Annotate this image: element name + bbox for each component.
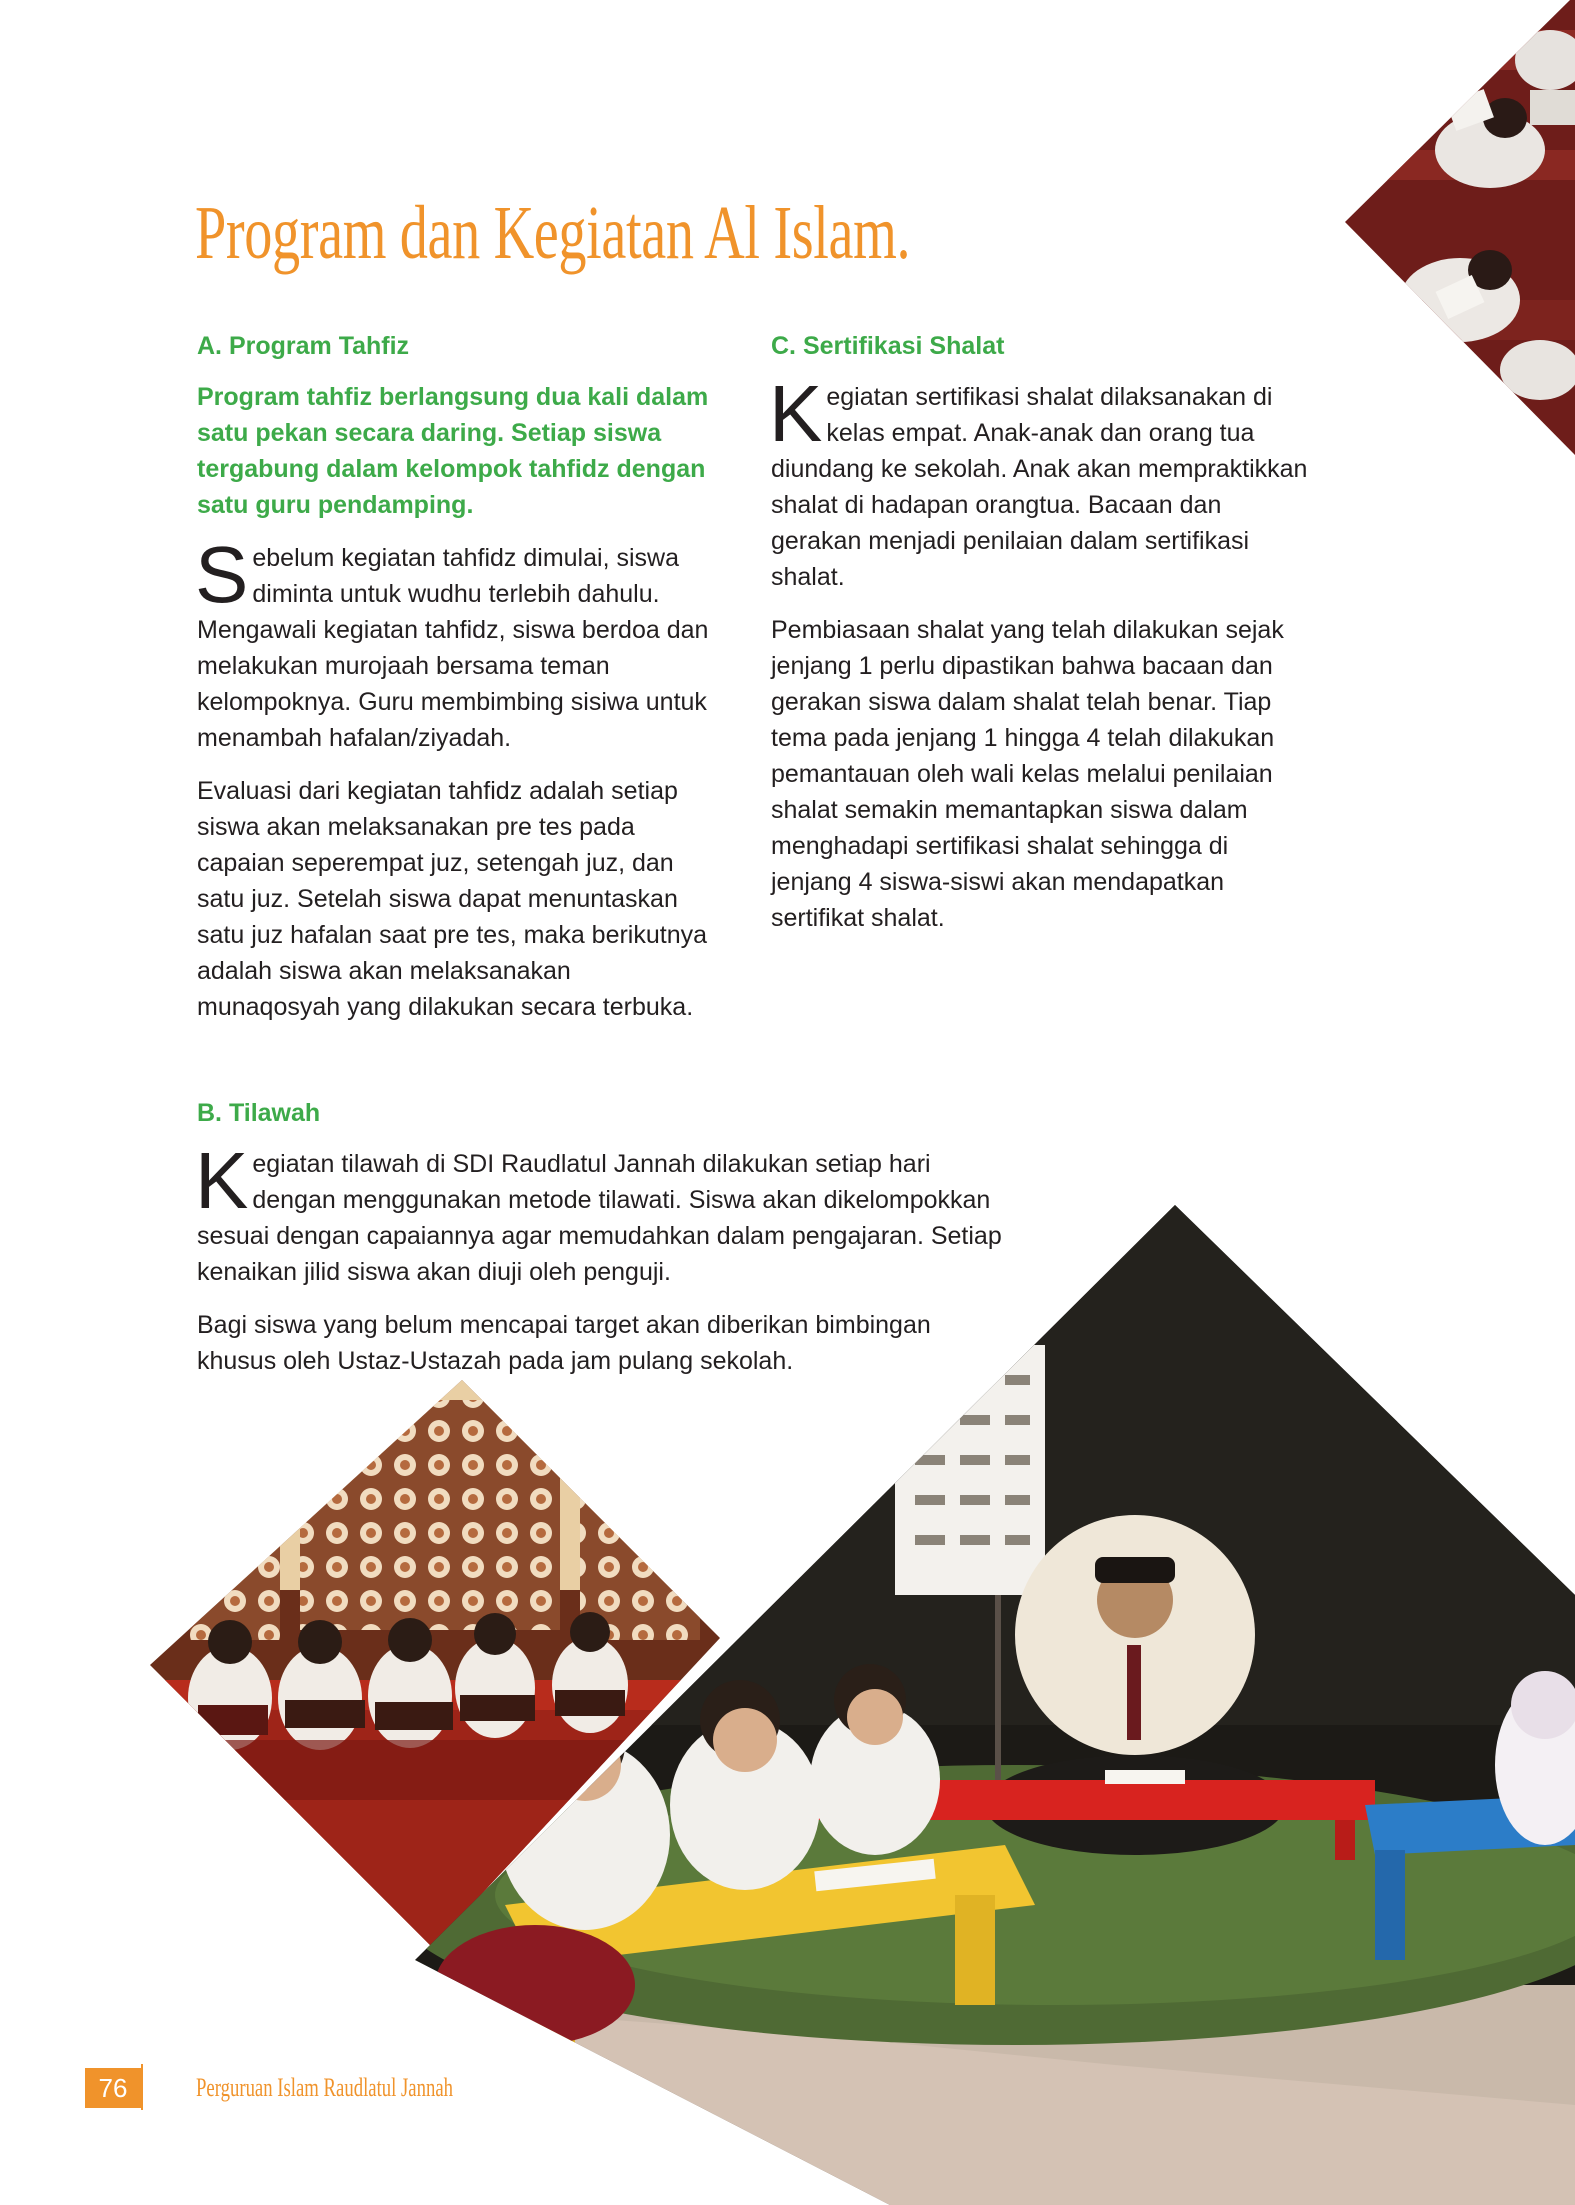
dropcap: S <box>195 530 249 619</box>
section-a-lead: Program tahfiz berlangsung dua kali dalam satu pekan secara daring. Setiap siswa tergabung dalam kelompok tahfidz dengan satu guru pendamping. <box>197 383 709 519</box>
dropcap: K <box>195 1136 249 1225</box>
section-tilawah <box>197 1095 1007 1396</box>
page-title: Program dan Kegiatan Al Islam. <box>195 191 911 275</box>
dropcap: K <box>769 369 823 458</box>
section-c-paragraph-2: Pembiasaan shalat yang telah dilakukan sejak jenjang 1 perlu dipastikan bahwa bacaan dan gerakan siswa dalam shalat telah benar. Tiap tema pada jenjang 1 hingga 4 telah dilakukan pemantauan oleh wali kelas melalui penilaian shalat semakin memantapkan siswa dalam menghadapi sertifikasi shalat sehingga di jenjang 4 siswa-siswi akan mendapatkan sertifikat shalat. <box>771 616 1284 932</box>
section-a-paragraph-1 <box>195 530 719 756</box>
section-sertifikasi-shalat <box>771 328 1311 953</box>
section-b-paragraph-1 <box>195 1136 1007 1290</box>
section-c-heading: C. Sertifikasi Shalat <box>771 332 1005 360</box>
section-a-paragraph-2: Evaluasi dari kegiatan tahfidz adalah setiap siswa akan melaksanakan pre tes pada capaian seperempat juz, setengah juz, dan satu juz. Setelah siswa dapat menuntaskan satu juz hafalan saat pre tes, maka berikutnya adalah siswa akan melaksanakan munaqosyah yang dilakukan secara terbuka. <box>197 777 708 1021</box>
section-b-paragraph-1-text: egiatan tilawah di SDI Raudlatul Jannah dilakukan setiap hari dengan menggunakan metode tilawati. Siswa akan dikelompokkan sesuai dengan capaiannya agar memudahkan dalam pengajaran. Setiap kenaikan jilid siswa akan diuji oleh penguji. <box>197 1150 1002 1286</box>
section-c-paragraph-1 <box>769 369 1311 595</box>
photo-students-praying-top-right <box>1340 0 1575 460</box>
section-program-tahfiz <box>197 328 719 1042</box>
section-c-paragraph-1-text: egiatan sertifikasi shalat dilaksanakan di kelas empat. Anak-anak dan orang tua diundang ke sekolah. Anak akan mempraktikkan shalat di hadapan orangtua. Bacaan dan gerakan menjadi penilaian dalam sertifikasi shalat. <box>771 383 1308 591</box>
section-a-heading: A. Program Tahfiz <box>197 332 410 360</box>
section-b-heading: B. Tilawah <box>197 1099 321 1127</box>
section-a-paragraph-1-text: ebelum kegiatan tahfidz dimulai, siswa diminta untuk wudhu terlebih dahulu. Mengawali kegiatan tahfidz, siswa berdoa dan melakukan murojaah bersama teman kelompoknya. Guru membimbing sisiwa untuk menambah hafalan/ziyadah. <box>197 544 709 752</box>
section-b-paragraph-2: Bagi siswa yang belum mencapai target akan diberikan bimbingan khusus oleh Ustaz-Ustazah pada jam pulang sekolah. <box>197 1311 931 1375</box>
footer-divider <box>141 2064 143 2110</box>
footer-publication-name: Perguruan Islam Raudlatul Jannah <box>196 2073 454 2102</box>
page-number: 76 <box>85 2068 141 2108</box>
